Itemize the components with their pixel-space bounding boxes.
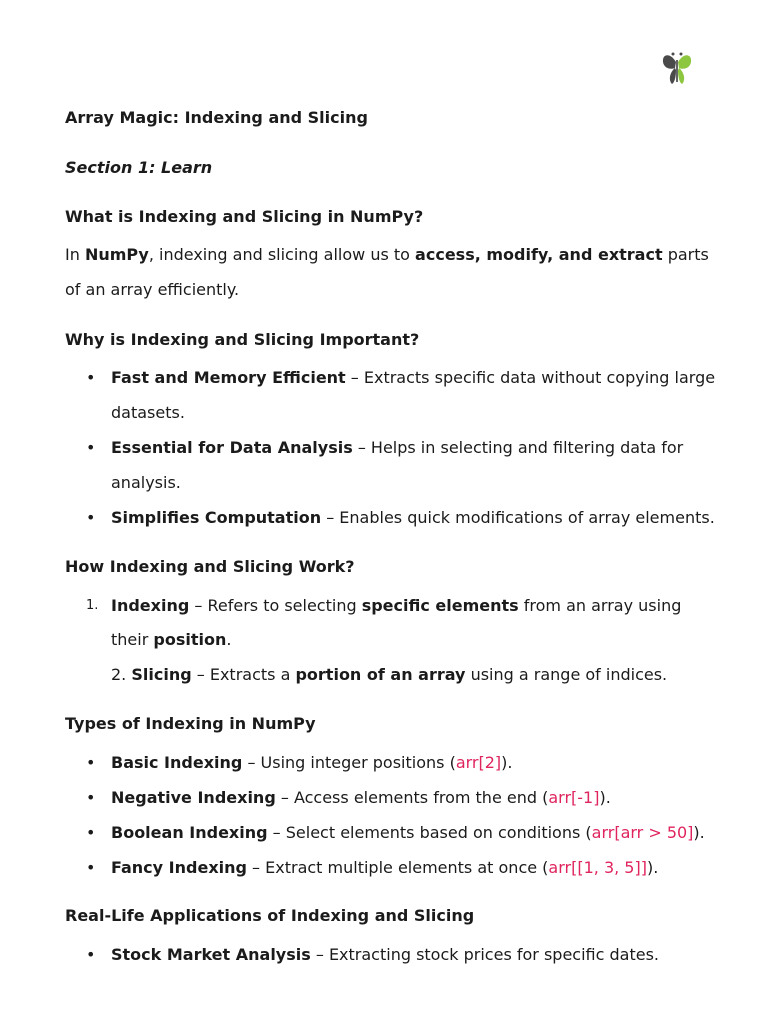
list-item-continuation: datasets. (111, 403, 185, 422)
code-snippet: arr[-1] (548, 788, 600, 807)
list-item: Negative Indexing – Access elements from the end (arr[-1]). (111, 788, 611, 807)
list-item: Stock Market Analysis – Extracting stock prices for specific dates. (111, 945, 659, 964)
bullet-marker: • (86, 823, 96, 842)
list-item: Fancy Indexing – Extract multiple elements at once (arr[[1, 3, 5]]). (111, 858, 659, 877)
intro-paragraph-line-2: of an array efficiently. (65, 280, 240, 299)
numbered-item-continuation: their position. (111, 630, 232, 649)
code-snippet: arr[2] (455, 753, 502, 772)
list-item: Simplifies Computation – Enables quick modifications of array elements. (111, 508, 715, 527)
section-heading: Section 1: Learn (65, 158, 213, 177)
heading-types-indexing: Types of Indexing in NumPy (65, 714, 316, 733)
numbered-item: Indexing – Refers to selecting specific elements from an array using (111, 596, 682, 615)
bullet-marker: • (86, 368, 96, 387)
heading-how-work: How Indexing and Slicing Work? (65, 557, 355, 576)
list-item: Boolean Indexing – Select elements based on conditions (arr[arr > 50]). (111, 823, 705, 842)
intro-paragraph-line-1: In NumPy, indexing and slicing allow us to access, modify, and extract parts (65, 245, 709, 264)
list-item: Essential for Data Analysis – Helps in selecting and filtering data for (111, 438, 684, 457)
numbered-item: 2. Slicing – Extracts a portion of an array using a range of indices. (111, 665, 668, 684)
code-snippet: arr[[1, 3, 5]] (548, 858, 647, 877)
bullet-marker: • (86, 788, 96, 807)
bullet-marker: • (86, 508, 96, 527)
list-item-continuation: analysis. (111, 473, 181, 492)
heading-why-important: Why is Indexing and Slicing Important? (65, 330, 420, 349)
code-snippet: arr[arr > 50] (591, 823, 694, 842)
document-title: Array Magic: Indexing and Slicing (65, 108, 368, 127)
bullet-marker: • (86, 753, 96, 772)
butterfly-logo-icon (660, 50, 694, 86)
heading-what-is: What is Indexing and Slicing in NumPy? (65, 207, 424, 226)
list-item: Basic Indexing – Using integer positions (arr[2]). (111, 753, 513, 772)
bullet-marker: • (86, 858, 96, 877)
list-number: 1. (86, 598, 99, 613)
bullet-marker: • (86, 438, 96, 457)
list-item: Fast and Memory Efficient – Extracts specific data without copying large (111, 368, 716, 387)
bullet-marker: • (86, 945, 96, 964)
heading-real-life: Real-Life Applications of Indexing and Slicing (65, 906, 475, 925)
